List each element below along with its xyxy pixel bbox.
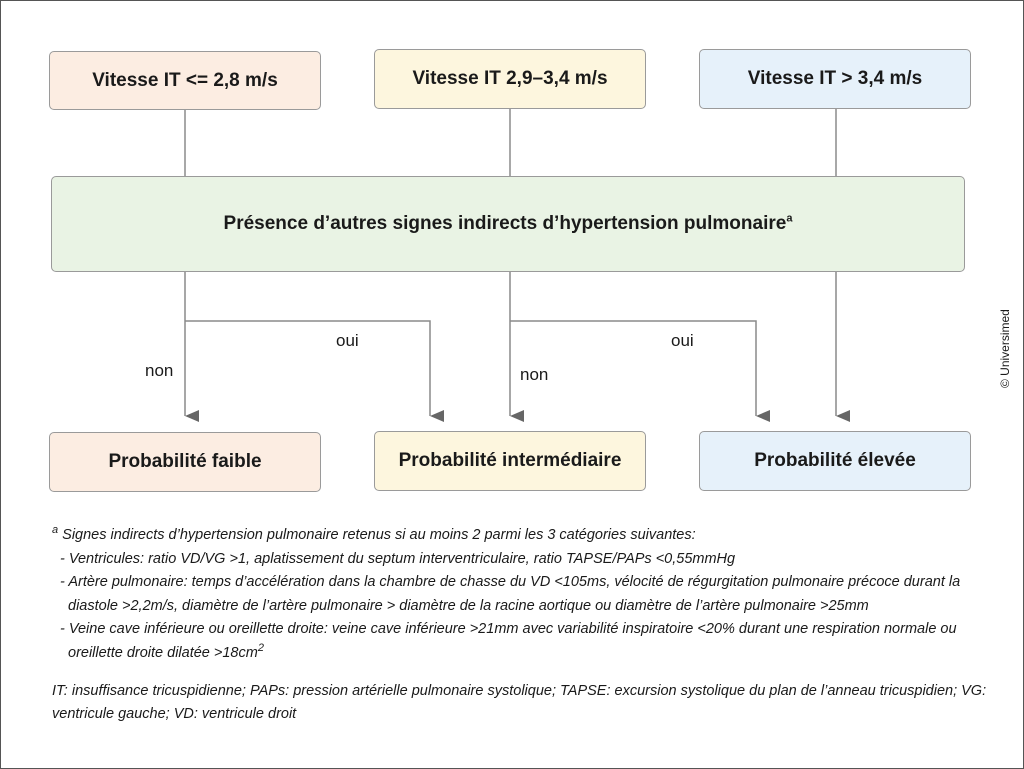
label-yes-right: oui <box>671 331 694 350</box>
footnotes <box>52 524 992 727</box>
arrow-low-yes <box>185 321 430 416</box>
footnote-marker: a <box>52 524 59 537</box>
box-outcome-low <box>49 432 321 492</box>
footnote-abbreviations: IT: insuffisance tricuspidienne; PAPs: pression artérielle pulmonaire systolique; TAPSE: excursion systolique du plan de l’anneau tricuspidien; VG: ventricule gauche; VD: ventricule droit <box>52 682 987 723</box>
box-speed-high <box>699 49 971 109</box>
label-yes-left: oui <box>336 331 359 350</box>
box-speed-mid <box>374 49 646 109</box>
copyright-notice: © Universimed <box>998 309 1012 388</box>
box-outcome-low-label: Probabilité faible <box>108 451 262 472</box>
indirect-signs-text: Présence d’autres signes indirects d’hypertension pulmonaire <box>223 213 787 234</box>
footnote-intro <box>52 524 992 548</box>
box-indirect-signs-label <box>224 213 793 235</box>
footnote-item: - Ventricules: ratio VD/VG >1, aplatissement du septum interventriculaire, ratio TAPSE/PAPs <0,55mmHg <box>60 550 736 567</box>
box-speed-high-label: Vitesse IT > 3,4 m/s <box>747 68 923 89</box>
footnote-item <box>52 618 992 665</box>
box-speed-low-label: Vitesse IT <= 2,8 m/s <box>92 69 278 91</box>
label-no-right: non <box>520 365 549 384</box>
box-outcome-high <box>699 431 971 491</box>
box-outcome-mid-label: Probabilité intermédiaire <box>398 450 622 471</box>
footnote-intro-text: Signes indirects d’hypertension pulmonaire retenus si au moins 2 parmi les 3 catégories suivantes: <box>58 527 696 543</box>
footnote-item-sup: 2 <box>257 642 264 655</box>
indirect-signs-footnote-marker: a <box>786 212 793 225</box>
box-speed-mid-label: Vitesse IT 2,9–3,4 m/s <box>412 68 608 89</box>
box-outcome-mid <box>374 431 646 491</box>
box-outcome-high-label: Probabilité élevée <box>754 450 916 471</box>
footnote-item: - Artère pulmonaire: temps d’accélération dans la chambre de chasse du VD <105ms, vélocité de régurgitation pulmonaire précoce durant la diastole >2,2m/s, diamètre de l’artère pulmonaire > diamètre de la racine aortique ou diamètre de l’artère pulmonaire >25mm <box>60 574 961 614</box>
box-indirect-signs <box>51 176 965 272</box>
label-no-left: non <box>145 361 174 380</box>
footnote-item-text: - Veine cave inférieure ou oreillette droite: veine cave inférieure >21mm avec variabilité inspiratoire <20% durant une respiration normale ou oreillette droite dilatée >18cm <box>60 621 957 661</box>
box-speed-low <box>49 51 321 110</box>
